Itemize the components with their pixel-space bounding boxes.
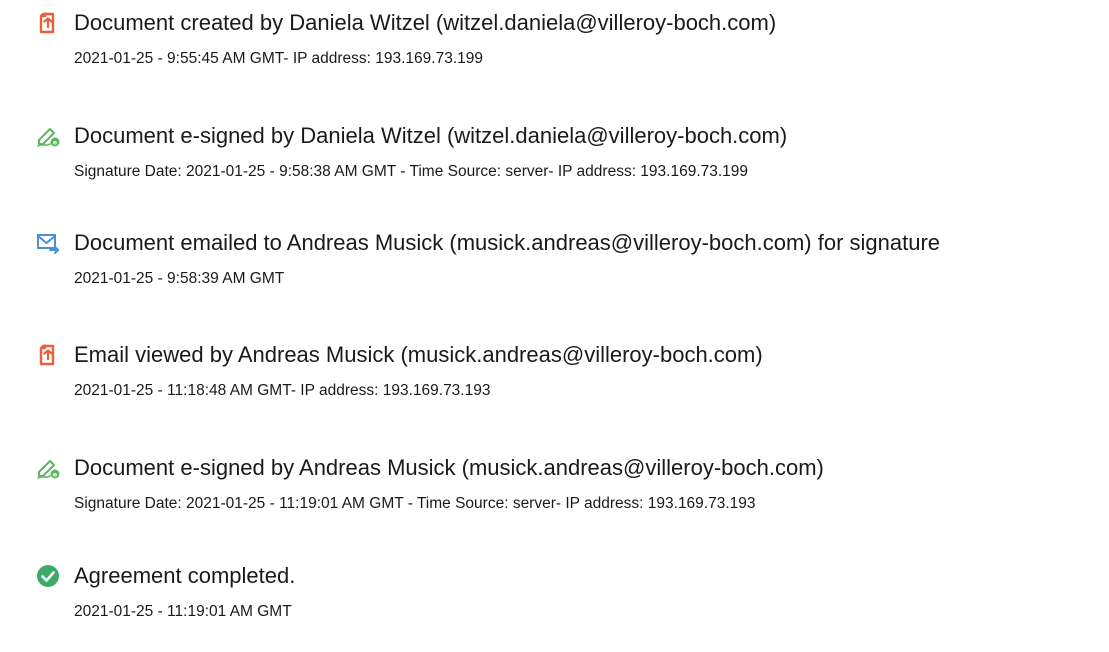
event-title: Document emailed to Andreas Musick (musick.andreas@villeroy-boch.com) for signature [74,230,941,255]
audit-event [36,560,295,623]
event-title: Email viewed by Andreas Musick (musick.andreas@villeroy-boch.com) [74,342,763,367]
event-title: Agreement completed. [74,563,296,588]
event-detail: 2021-01-25 - 11:19:01 AM GMT [74,603,292,620]
email-sent-icon [36,231,60,255]
event-header [36,339,763,371]
event-header [36,227,940,259]
event-detail: 2021-01-25 - 9:58:39 AM GMT [74,270,285,287]
event-detail: 2021-01-25 - 9:55:45 AM GMT- IP address: 193.169.73.199 [74,50,484,67]
audit-event [36,7,776,70]
event-title: Document e-signed by Andreas Musick (musick.andreas@villeroy-boch.com) [74,455,824,480]
svg-text:e: e [52,470,58,479]
event-title: Document e-signed by Daniela Witzel (witzel.daniela@villeroy-boch.com) [74,123,788,148]
event-header [36,7,776,39]
document-icon [36,11,60,35]
audit-event [36,227,940,290]
check-circle-icon [36,564,60,588]
pen-sign-icon [36,124,60,148]
event-detail: Signature Date: 2021-01-25 - 9:58:38 AM GMT - Time Source: server- IP address: 193.169.73.199 [74,163,749,180]
document-icon [36,343,60,367]
event-title: Document created by Daniela Witzel (witzel.daniela@villeroy-boch.com) [74,10,777,35]
pen-sign-icon [36,456,60,480]
event-header [36,452,824,484]
event-header [36,120,787,152]
audit-event [36,452,824,515]
event-detail: 2021-01-25 - 11:18:48 AM GMT- IP address: 193.169.73.193 [74,382,491,399]
audit-event [36,339,763,402]
event-header [36,560,295,592]
svg-text:e: e [52,138,58,147]
audit-event [36,120,787,183]
event-detail: Signature Date: 2021-01-25 - 11:19:01 AM GMT - Time Source: server- IP address: 193.169.73.193 [74,495,756,512]
